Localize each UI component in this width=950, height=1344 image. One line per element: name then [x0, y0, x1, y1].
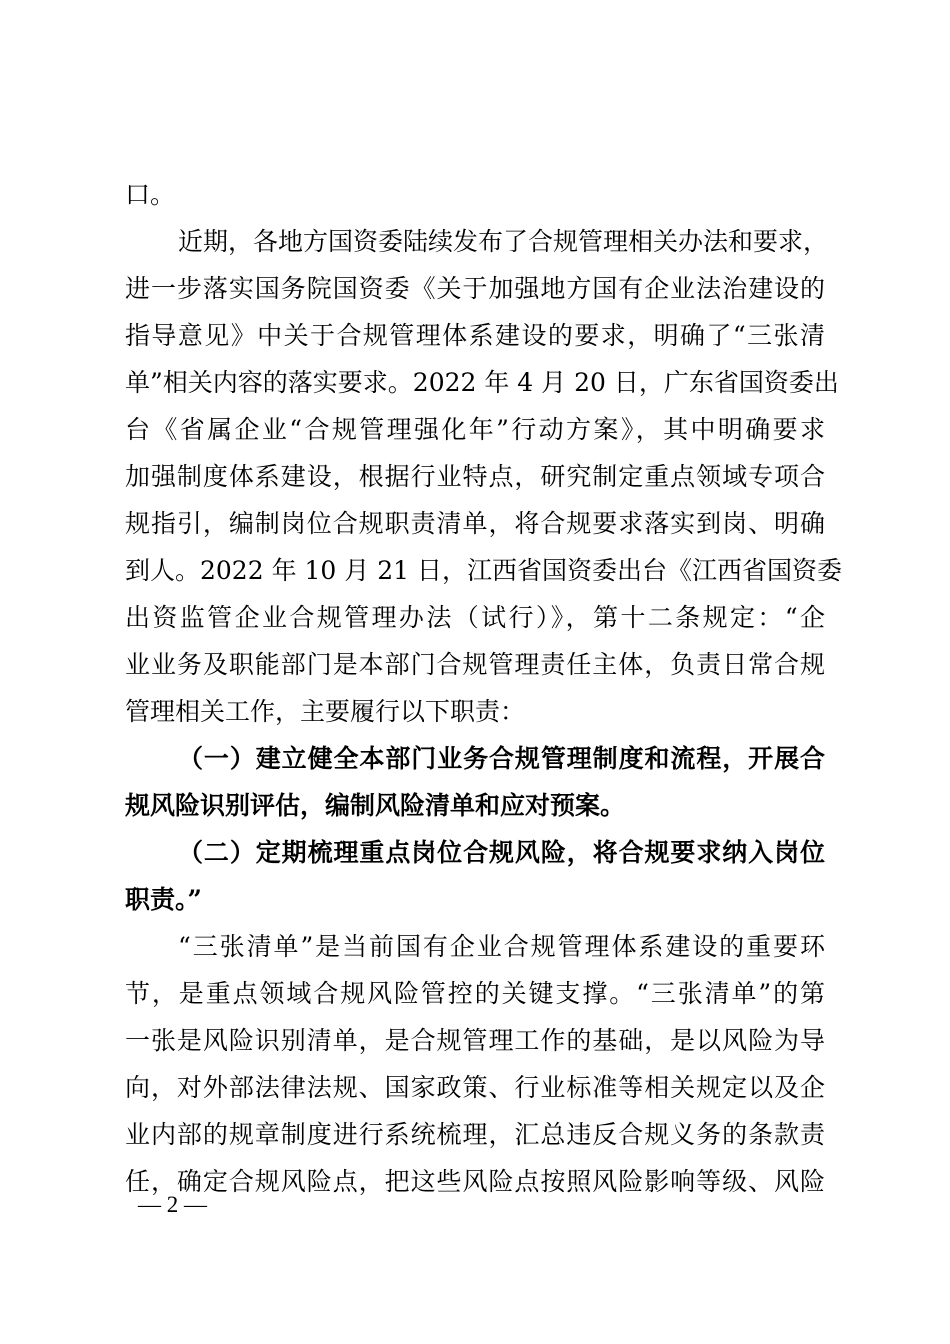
body-text-line: 一张是风险识别清单，是合规管理工作的基础，是以风险为导	[125, 1026, 825, 1055]
paragraph-first-line: “三张清单”是当前国有企业合规管理体系建设的重要环	[178, 932, 825, 961]
quoted-item-one-first-line: （一）建立健全本部门业务合规管理制度和流程，开展合	[178, 744, 825, 773]
body-text-line: 节，是重点领域合规风险管控的关键支撑。“三张清单”的第	[125, 979, 825, 1008]
body-text-line: 口。	[125, 180, 176, 209]
quoted-item-two-line: 职责。”	[125, 885, 202, 914]
page-number: — 2 —	[138, 1192, 207, 1217]
body-text-line: 台《省属企业“合规管理强化年”行动方案》，其中明确要求	[125, 415, 825, 444]
paragraph-first-line: 近期，各地方国资委陆续发布了合规管理相关办法和要求，	[178, 227, 829, 256]
body-text-line: 向，对外部法律法规、国家政策、行业标准等相关规定以及企	[125, 1073, 825, 1102]
body-text-line: 到人。2022 年 10 月 21 日，江西省国资委出台《江西省国资委	[125, 556, 842, 585]
body-text-line: 管理相关工作，主要履行以下职责：	[125, 697, 526, 726]
body-text-line: 业内部的规章制度进行系统梳理，汇总违反合规义务的条款责	[125, 1120, 825, 1149]
body-text-line: 加强制度体系建设，根据行业特点，研究制定重点领域专项合	[125, 462, 825, 491]
body-text-line: 进一步落实国务院国资委《关于加强地方国有企业法治建设的	[125, 274, 825, 303]
body-text-line: 指导意见》中关于合规管理体系建设的要求，明确了“三张清	[125, 321, 825, 350]
body-text-line: 规指引，编制岗位合规职责清单，将合规要求落实到岗、明确	[125, 509, 825, 538]
quoted-item-two-first-line: （二）定期梳理重点岗位合规风险，将合规要求纳入岗位	[178, 838, 825, 867]
body-text-line: 任，确定合规风险点，把这些风险点按照风险影响等级、风险	[125, 1167, 825, 1196]
body-text-line: 业业务及职能部门是本部门合规管理责任主体，负责日常合规	[125, 650, 825, 679]
quoted-item-one-line: 规风险识别评估，编制风险清单和应对预案。	[125, 791, 626, 820]
body-text-line: 出资监管企业合规管理办法（试行）》，第十二条规定：“企	[125, 603, 825, 632]
body-text-line: 单”相关内容的落实要求。2022 年 4 月 20 日，广东省国资委出	[125, 368, 839, 397]
